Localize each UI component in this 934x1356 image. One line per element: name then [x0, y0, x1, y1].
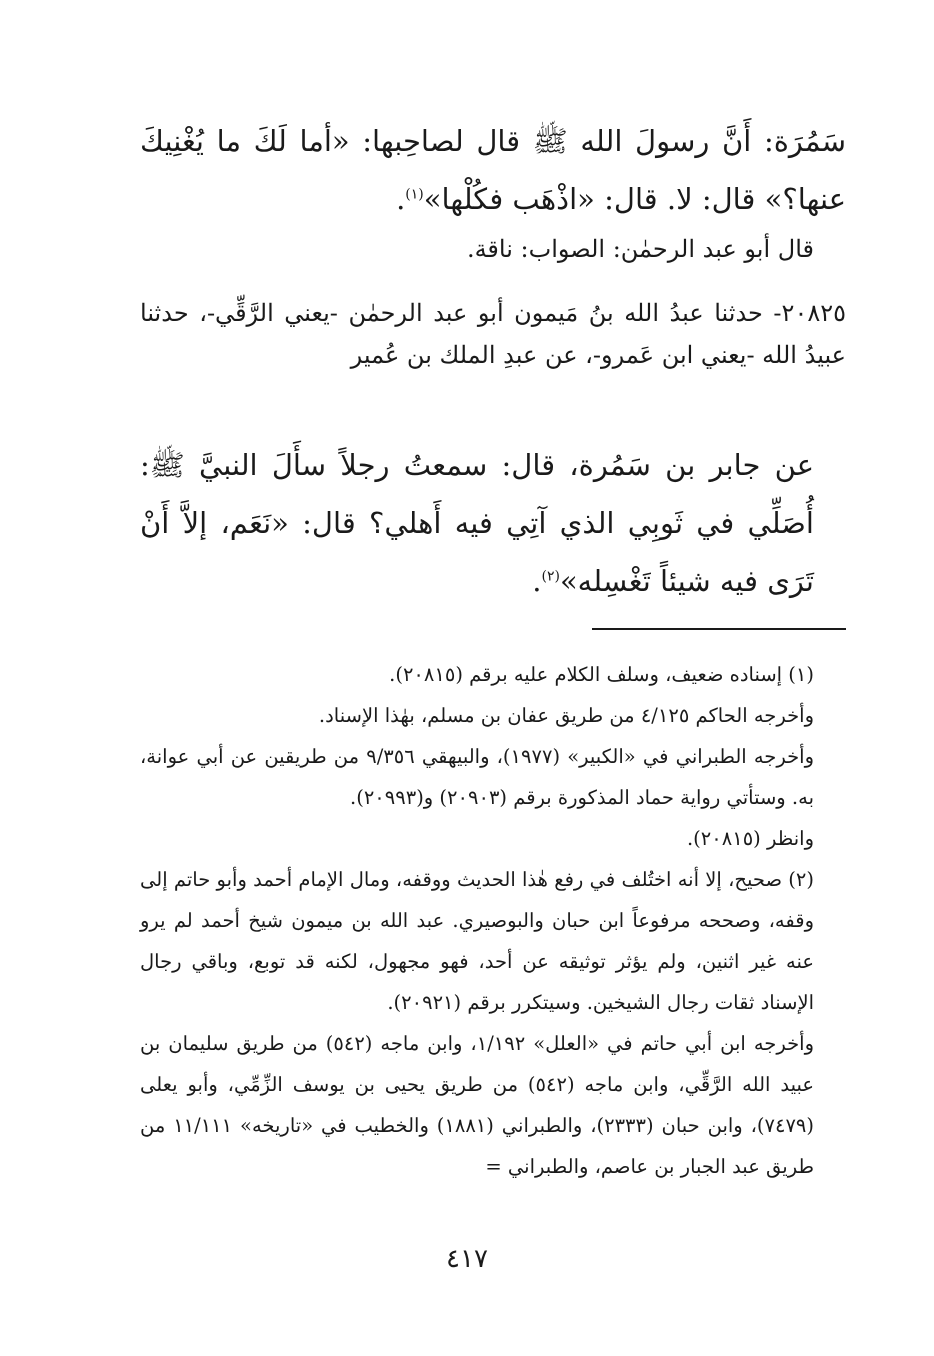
- paragraph-author-note: قال أبو عبد الرحمٰن: الصواب: ناقة.: [466, 235, 814, 263]
- paragraph-end-mark: .: [396, 182, 406, 216]
- note-block: [140, 228, 846, 270]
- footnote-1-line-4: وانظر (٢٠٨١٥).: [686, 827, 814, 850]
- paragraph-text: سَمُرَة: أَنَّ رسولَ الله ﷺ قال لصاحِبها: «أما لَكَ ما يُغْنِيكَ عنها؟» قال: لا. قال: «اذْهَب فكُلْها»: [140, 124, 846, 216]
- paragraph-text: عن جابر بن سَمُرة، قال: سمعتُ رجلاً سأَلَ النبيَّ ﷺ: أُصَلِّي في ثَوبِي الذي آتِي فيه أَهلي؟ قال: «نَعَم، إلاَّ أَنْ تَرَى فيه شيئاً تَغْسِله»: [140, 448, 814, 598]
- paragraph-hadith-end: [140, 112, 846, 228]
- paragraph-matn: [140, 436, 846, 610]
- footnote-2-line-1: (٢) صحيح، إلا أنه اختُلف في رفع هٰذا الحديث ووقفه، ومال الإمام أحمد وأبو حاتم إلى وقفه، وصححه مرفوعاً ابن حبان والبوصيري. عبد الله بن ميمون شيخ أحمد لم يرو عنه غير اثنين، ولم يؤثر توثيقه عن أحد، فهو مجهول، لكنه قد توبع، وباقي رجال الإسناد ثقات رجال الشيخين. وسيتكرر برقم (٢٠٩٢١).: [140, 868, 814, 1014]
- footnote-1-line-2: وأخرجه الحاكم ٤/١٢٥ من طريق عفان بن مسلم، بهٰذا الإسناد.: [318, 704, 814, 727]
- footnote-ref-1: (١): [405, 186, 424, 203]
- main-text-block: [140, 112, 846, 228]
- isnad-block: [140, 292, 846, 376]
- footnote-1-line-3: وأخرجه الطبراني في «الكبير» (١٩٧٧)، والبيهقي ٩/٣٥٦ من طريقين عن أبي عوانة، به. وستأتي رواية حماد المذكورة برقم (٢٠٩٠٣) و(٢٠٩٩٣).: [140, 745, 815, 809]
- page-number: ٤١٧: [446, 1244, 488, 1274]
- footnote-1-line-1: (١) إسناده ضعيف، وسلف الكلام عليه برقم (٢٠٨١٥).: [389, 663, 814, 686]
- footnote-divider: [592, 628, 846, 630]
- paragraph-end-mark: .: [532, 564, 542, 598]
- paragraph-isnad: ٢٠٨٢٥- حدثنا عبدُ الله بنُ مَيمون أبو عبد الرحمٰن -يعني الرَّقِّي-، حدثنا عبيدُ الله -يعني ابن عَمرو-، عن عبدِ الملك بن عُمير: [140, 299, 846, 369]
- matn-block: [140, 436, 846, 610]
- footnote-ref-2: (٢): [541, 568, 560, 585]
- footnotes-block: [140, 654, 846, 1187]
- footnote-2-line-2: وأخرجه ابن أبي حاتم في «العلل» ١/١٩٢، وابن ماجه (٥٤٢) من طريق سليمان بن عبيد الله الرَّقِّي، وابن ماجه (٥٤٢) من طريق يحيى بن يوسف الزِّمِّي، وأبو يعلى (٧٤٧٩)، وابن حبان (٢٣٣٣)، والطبراني (١٨٨١) والخطيب في «تاريخه» ١١/١١١ من طريق عبد الجبار بن عاصم، والطبراني =: [140, 1032, 815, 1178]
